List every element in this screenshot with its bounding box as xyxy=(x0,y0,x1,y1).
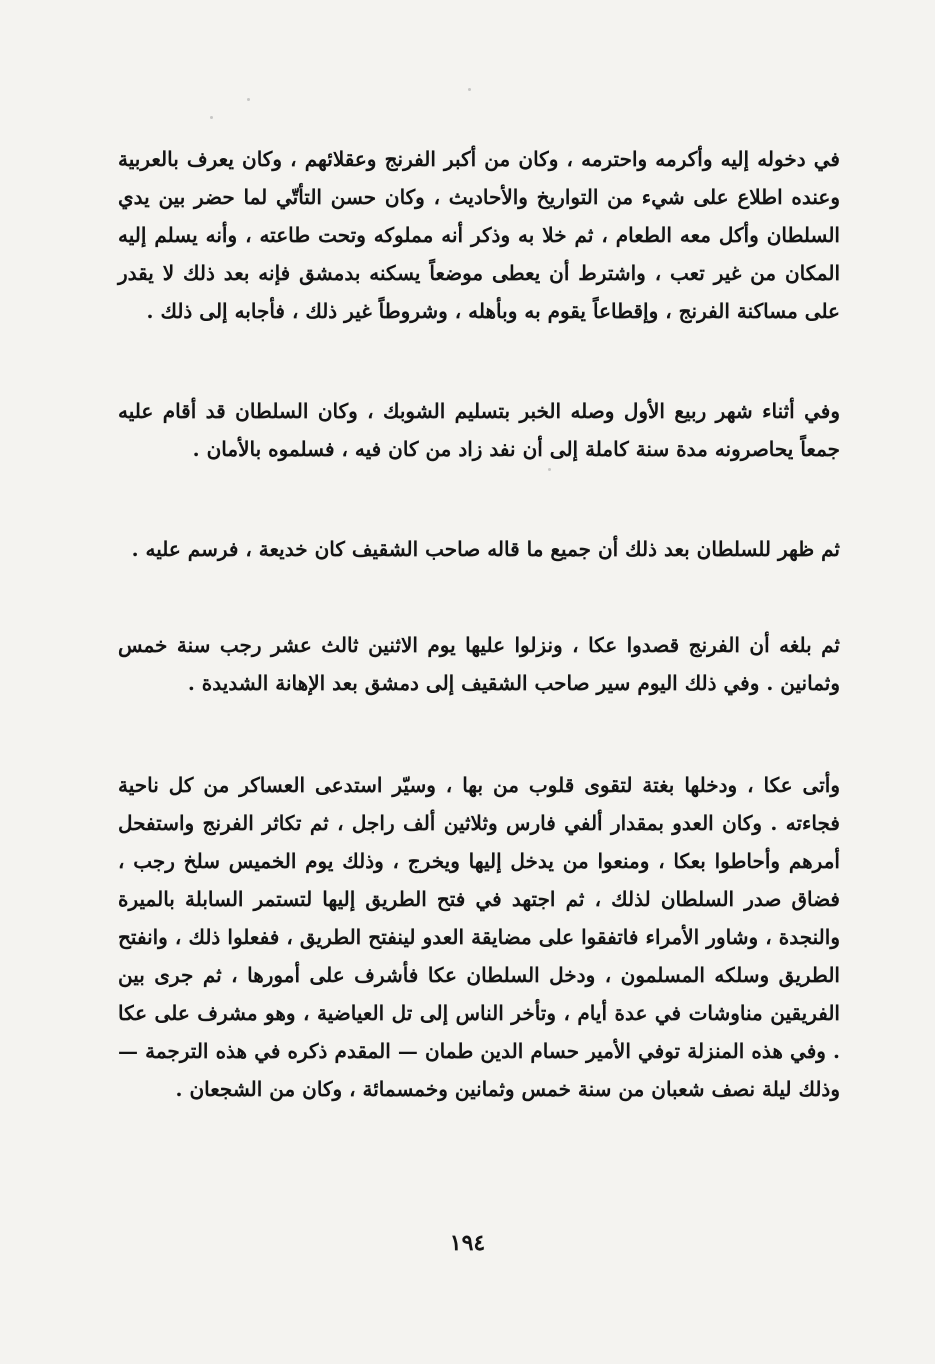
paper-speck xyxy=(548,468,551,471)
paragraph-1 xyxy=(118,140,840,330)
paper-speck xyxy=(468,88,471,91)
paragraph-5 xyxy=(118,766,840,1108)
paragraph-text: في دخوله إليه وأكرمه واحترمه ، وكان من أكبر الفرنج وعقلائهم ، وكان يعرف بالعربية وعنده اطلاع على شيء من التواريخ والأحاديث ، وكان حسن التأتّي لما حضر بين يدي السلطان وأكل معه الطعام ، ثم خلا به وذكر أنه مملوكه وتحت طاعته ، وأنه يسلم إليه المكان من غير تعب ، واشترط أن يعطى موضعاً يسكنه بدمشق فإنه بعد ذلك لا يقدر على مساكنة الفرنج ، وإقطاعاً يقوم به وبأهله ، وشروطاً غير ذلك ، فأجابه إلى ذلك . xyxy=(118,147,840,323)
paragraph-2 xyxy=(118,392,840,468)
paragraph-3 xyxy=(118,530,840,568)
paragraph-text: وفي أثناء شهر ربيع الأول وصله الخبر بتسليم الشوبك ، وكان السلطان قد أقام عليه جمعاً يحاصرونه مدة سنة كاملة إلى أن نفد زاد من كان فيه ، فسلموه بالأمان . xyxy=(118,399,841,461)
paragraph-text: وأتى عكا ، ودخلها بغتة لتقوى قلوب من بها ، وسيّر استدعى العساكر من كل ناحية فجاءته . وكان العدو بمقدار ألفي فارس وثلاثين ألف راجل ، ثم تكاثر الفرنج واستفحل أمرهم وأحاطوا بعكا ، ومنعوا من يدخل إليها ويخرج ، وذلك يوم الخميس سلخ رجب ، فضاق صدر السلطان لذلك ، ثم اجتهد في فتح الطريق إليها لتستمر السابلة بالميرة والنجدة ، وشاور الأمراء فاتفقوا على مضايقة العدو لينفتح الطريق ، ففعلوا ذلك ، وانفتح الطريق وسلكه المسلمون ، ودخل السلطان عكا فأشرف على أمورها ، ثم جرى بين الفريقين مناوشات في عدة أيام ، وتأخر الناس إلى تل العياضية ، وهو مشرف على عكا . وفي هذه المنزلة توفي الأمير حسام الدين طمان — المقدم ذكره في هذه الترجمة — وذلك ليلة نصف شعبان من سنة خمس وثمانين وخمسمائة ، وكان من الشجعان . xyxy=(118,773,840,1101)
paragraph-text: ثم بلغه أن الفرنج قصدوا عكا ، ونزلوا عليها يوم الاثنين ثالث عشر رجب سنة خمس وثمانين . وفي ذلك اليوم سير صاحب الشقيف إلى دمشق بعد الإهانة الشديدة . xyxy=(118,633,840,695)
paragraph-text: ثم ظهر للسلطان بعد ذلك أن جميع ما قاله صاحب الشقيف كان خديعة ، فرسم عليه . xyxy=(131,537,840,561)
page-number: ١٩٤ xyxy=(449,1230,486,1256)
paper-speck xyxy=(210,116,213,119)
paper-speck xyxy=(247,98,250,101)
paragraph-4 xyxy=(118,626,840,702)
